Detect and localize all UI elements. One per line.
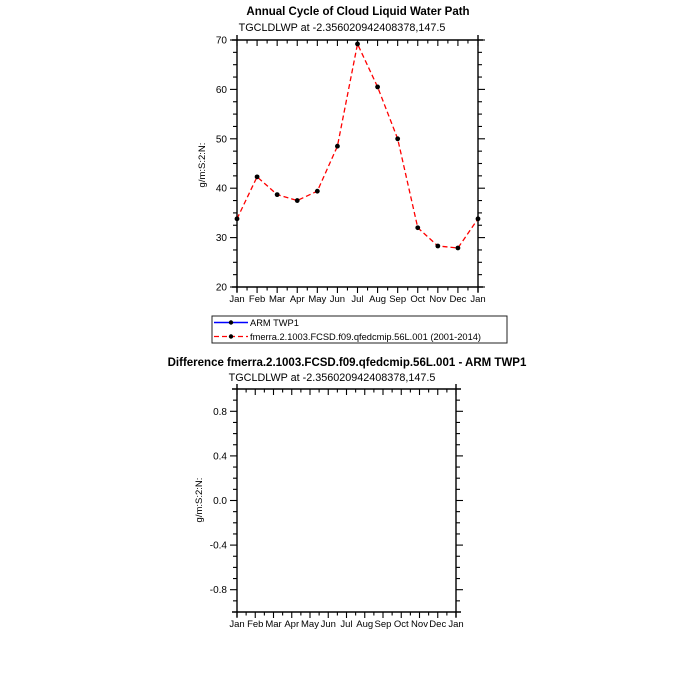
x-tick-label: Jan (229, 294, 245, 305)
y-tick-label: 70 (215, 35, 227, 47)
data-point-marker (255, 174, 260, 179)
y-tick-label: -0.8 (209, 585, 227, 597)
x-tick-label: Apr (284, 619, 300, 630)
data-point-marker (355, 42, 360, 47)
x-tick-label: Dec (449, 294, 467, 305)
y-tick-label: 50 (215, 134, 227, 146)
x-tick-label: Jan (470, 294, 486, 305)
x-tick-label: Sep (374, 619, 392, 630)
y-tick-label: 20 (215, 282, 227, 294)
top-chart-title: Annual Cycle of Cloud Liquid Water Path (246, 6, 470, 18)
x-tick-label: Jul (340, 619, 353, 630)
bottom-plot-area (210, 384, 464, 630)
data-point-marker (315, 189, 320, 194)
x-tick-label: Jan (229, 619, 245, 630)
top-chart-subtitle: TGCLDLWP at -2.356020942408378,147.5 (238, 22, 446, 34)
y-tick-label: -0.4 (209, 540, 227, 552)
x-tick-label: Feb (247, 619, 264, 630)
data-point-marker (476, 216, 481, 221)
bottom-chart-y-axis-label: g/m:S:2:N: (194, 477, 205, 523)
y-tick-label: 60 (215, 84, 227, 96)
legend-label-fmerra: fmerra.2.1003.FCSD.f09.qfedcmip.56L.001 (2001-2014) (250, 332, 482, 342)
legend-marker-arm-twp1 (229, 320, 233, 324)
x-tick-label: Apr (289, 294, 305, 305)
y-tick-label: 0.8 (213, 406, 227, 418)
data-point-marker (395, 136, 400, 141)
x-tick-label: Nov (429, 294, 447, 305)
data-point-marker (235, 216, 240, 221)
x-tick-label: Sep (389, 294, 407, 305)
top-plot-area (216, 35, 486, 305)
x-tick-label: May (301, 619, 319, 630)
y-tick-label: 40 (215, 183, 227, 195)
data-point-marker (435, 244, 440, 249)
series-line (237, 44, 478, 248)
x-tick-label: Nov (411, 619, 428, 630)
x-tick-label: Dec (429, 619, 447, 630)
y-tick-label: 30 (215, 233, 227, 245)
x-tick-label: Jun (320, 619, 336, 630)
data-point-marker (335, 144, 340, 149)
data-point-marker (415, 225, 420, 230)
data-point-marker (275, 192, 280, 197)
x-tick-label: May (308, 294, 327, 305)
x-tick-label: Jun (329, 294, 346, 305)
data-point-marker (375, 85, 380, 90)
y-tick-label: 0.0 (213, 496, 227, 507)
x-tick-label: Mar (268, 294, 286, 305)
x-tick-label: Jul (351, 294, 364, 305)
x-tick-label: Feb (248, 294, 266, 305)
bottom-chart-subtitle: TGCLDLWP at -2.356020942408378,147.5 (228, 372, 436, 384)
x-tick-label: Aug (356, 619, 374, 630)
x-tick-label: Oct (393, 619, 409, 630)
y-tick-label: 0.4 (213, 451, 227, 463)
x-tick-label: Aug (369, 294, 387, 305)
data-point-marker (295, 198, 300, 203)
x-tick-label: Mar (265, 619, 282, 630)
data-point-marker (456, 246, 461, 251)
x-tick-label: Jan (448, 619, 464, 630)
legend (212, 316, 507, 343)
legend-label-arm-twp1: ARM TWP1 (250, 318, 299, 328)
legend-marker-fmerra (229, 334, 233, 338)
top-chart-y-axis-label: g/m:S:2:N: (197, 142, 208, 188)
bottom-chart-title: Difference fmerra.2.1003.FCSD.f09.qfedcmip.56L.001 - ARM TWP1 (167, 357, 527, 369)
x-tick-label: Oct (410, 294, 426, 305)
